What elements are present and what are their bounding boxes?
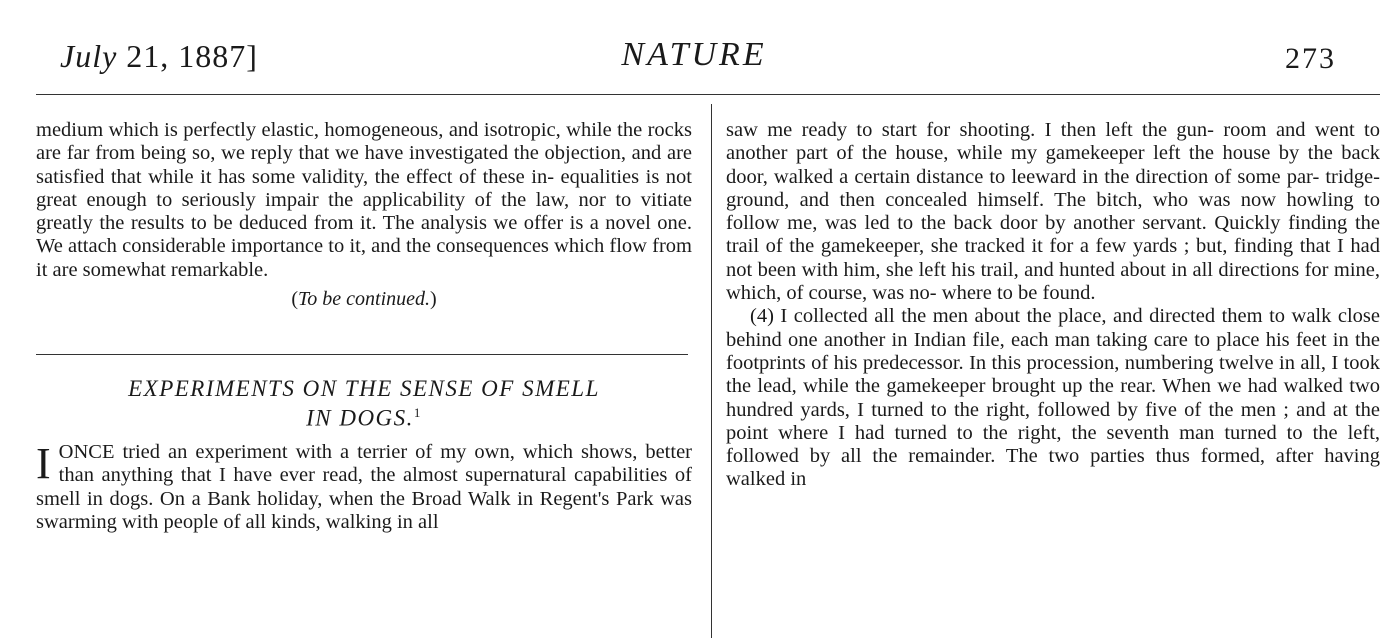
text-line: certain distance to leeward in the direction of some par- bbox=[854, 165, 1320, 188]
continued-open-paren: ( bbox=[291, 288, 298, 311]
footnote-marker: 1 bbox=[413, 405, 422, 421]
text-line: to be deduced from it. The analysis we offer is a novel bbox=[190, 212, 651, 235]
article-title-line-2 bbox=[36, 401, 692, 431]
text-line: in all, I took the lead, while the gamekeeper brought up bbox=[726, 351, 1381, 398]
right-paragraph-4 bbox=[726, 305, 1380, 491]
text-line: medium which is perfectly elastic, homogeneous, and bbox=[36, 119, 479, 141]
text-line: the rear. When we had walked two hundred yards, I bbox=[726, 375, 1380, 421]
continued-text: To be continued. bbox=[297, 288, 431, 311]
article-title-line-2-text: IN DOGS. bbox=[306, 406, 414, 432]
text-line: isotropic, while the rocks are far from being so, we reply bbox=[36, 119, 693, 165]
text-line: door by another servant. Quickly finding the trail of the bbox=[726, 212, 1380, 258]
continued-close-paren: ) bbox=[430, 288, 437, 311]
text-line: man turned to the left, followed by all the remainder. bbox=[726, 421, 1381, 468]
text-line: (4) I collected all the men about the place, and directed bbox=[750, 305, 1216, 328]
text-line: tridge-ground, and then concealed himself. The bitch, bbox=[726, 165, 1380, 211]
text-line: The two parties thus formed, after having walked in bbox=[726, 445, 1380, 491]
issue-date-month: July bbox=[60, 38, 118, 74]
text-line: room and went to another part of the house, while my bbox=[726, 119, 1380, 165]
page-number: 273 bbox=[1285, 42, 1336, 75]
text-line: ONCE tried an experiment with a terrier of my own, bbox=[58, 441, 515, 464]
text-line: turned to the right, followed by five of the men ; and at bbox=[871, 398, 1348, 421]
text-line: was swarming with people of all kinds, walking in all bbox=[36, 487, 693, 533]
text-line: the almost supernatural capabilities of smell in dogs. On bbox=[36, 464, 692, 510]
text-line: which shows, better than anything that I have ever read, bbox=[58, 441, 692, 487]
text-line: remarkable. bbox=[170, 258, 269, 281]
to-be-continued-note bbox=[36, 288, 692, 311]
text-line: each man taking care to place his feet in the footprints of bbox=[726, 328, 1381, 374]
right-paragraph-continued bbox=[726, 119, 1380, 305]
text-line: one. We attach considerable importance to it, and bbox=[36, 212, 693, 258]
text-line: the consequences which flow from it are somewhat bbox=[36, 235, 693, 281]
article-opening-paragraph bbox=[36, 441, 692, 534]
text-line: saw me ready to start for shooting. I then left the gun- bbox=[726, 119, 1215, 141]
text-line: the point where I had turned to the right, the seventh bbox=[726, 398, 1381, 444]
text-line: that we have investigated the objection, and are satisfied bbox=[36, 142, 692, 188]
article-title-line-1: EXPERIMENTS ON THE SENSE OF SMELL bbox=[128, 376, 600, 402]
section-divider bbox=[36, 354, 688, 355]
article-title bbox=[36, 377, 692, 431]
text-line: about in all directions for mine, which, of course, was no- bbox=[726, 258, 1381, 305]
text-line: gamekeeper left the house by the back door, walked a bbox=[726, 142, 1381, 188]
drop-cap: I bbox=[36, 439, 51, 489]
text-line: that I had not been with him, she left his trail, and hunted bbox=[726, 235, 1381, 281]
text-line: a Bank holiday, when the Broad Walk in Regent's Park bbox=[191, 487, 654, 510]
text-line: that while it has some validity, the effect of these in- bbox=[110, 165, 555, 188]
text-line: his predecessor. In this procession, numbering twelve bbox=[833, 351, 1274, 374]
issue-date-rest: 21, 1887] bbox=[117, 38, 258, 74]
text-line: where to be found. bbox=[941, 282, 1096, 305]
column-divider bbox=[711, 104, 712, 638]
text-line: them to walk close behind one another in Indian file, bbox=[726, 305, 1380, 351]
text-line: applicability of the law, nor to vitiate greatly the results bbox=[36, 188, 693, 235]
text-line: equalities is not great enough to seriously impair the bbox=[36, 165, 693, 211]
right-column bbox=[726, 119, 1380, 492]
running-head bbox=[0, 0, 1388, 92]
text-line: gamekeeper, she tracked it for a few yards ; but, finding bbox=[820, 235, 1294, 258]
left-column bbox=[36, 119, 692, 534]
header-rule bbox=[36, 94, 1380, 95]
left-paragraph-continued bbox=[36, 119, 692, 282]
text-line: who was now howling to follow me, was led to the back bbox=[726, 188, 1380, 235]
journal-title: NATURE bbox=[621, 36, 767, 73]
